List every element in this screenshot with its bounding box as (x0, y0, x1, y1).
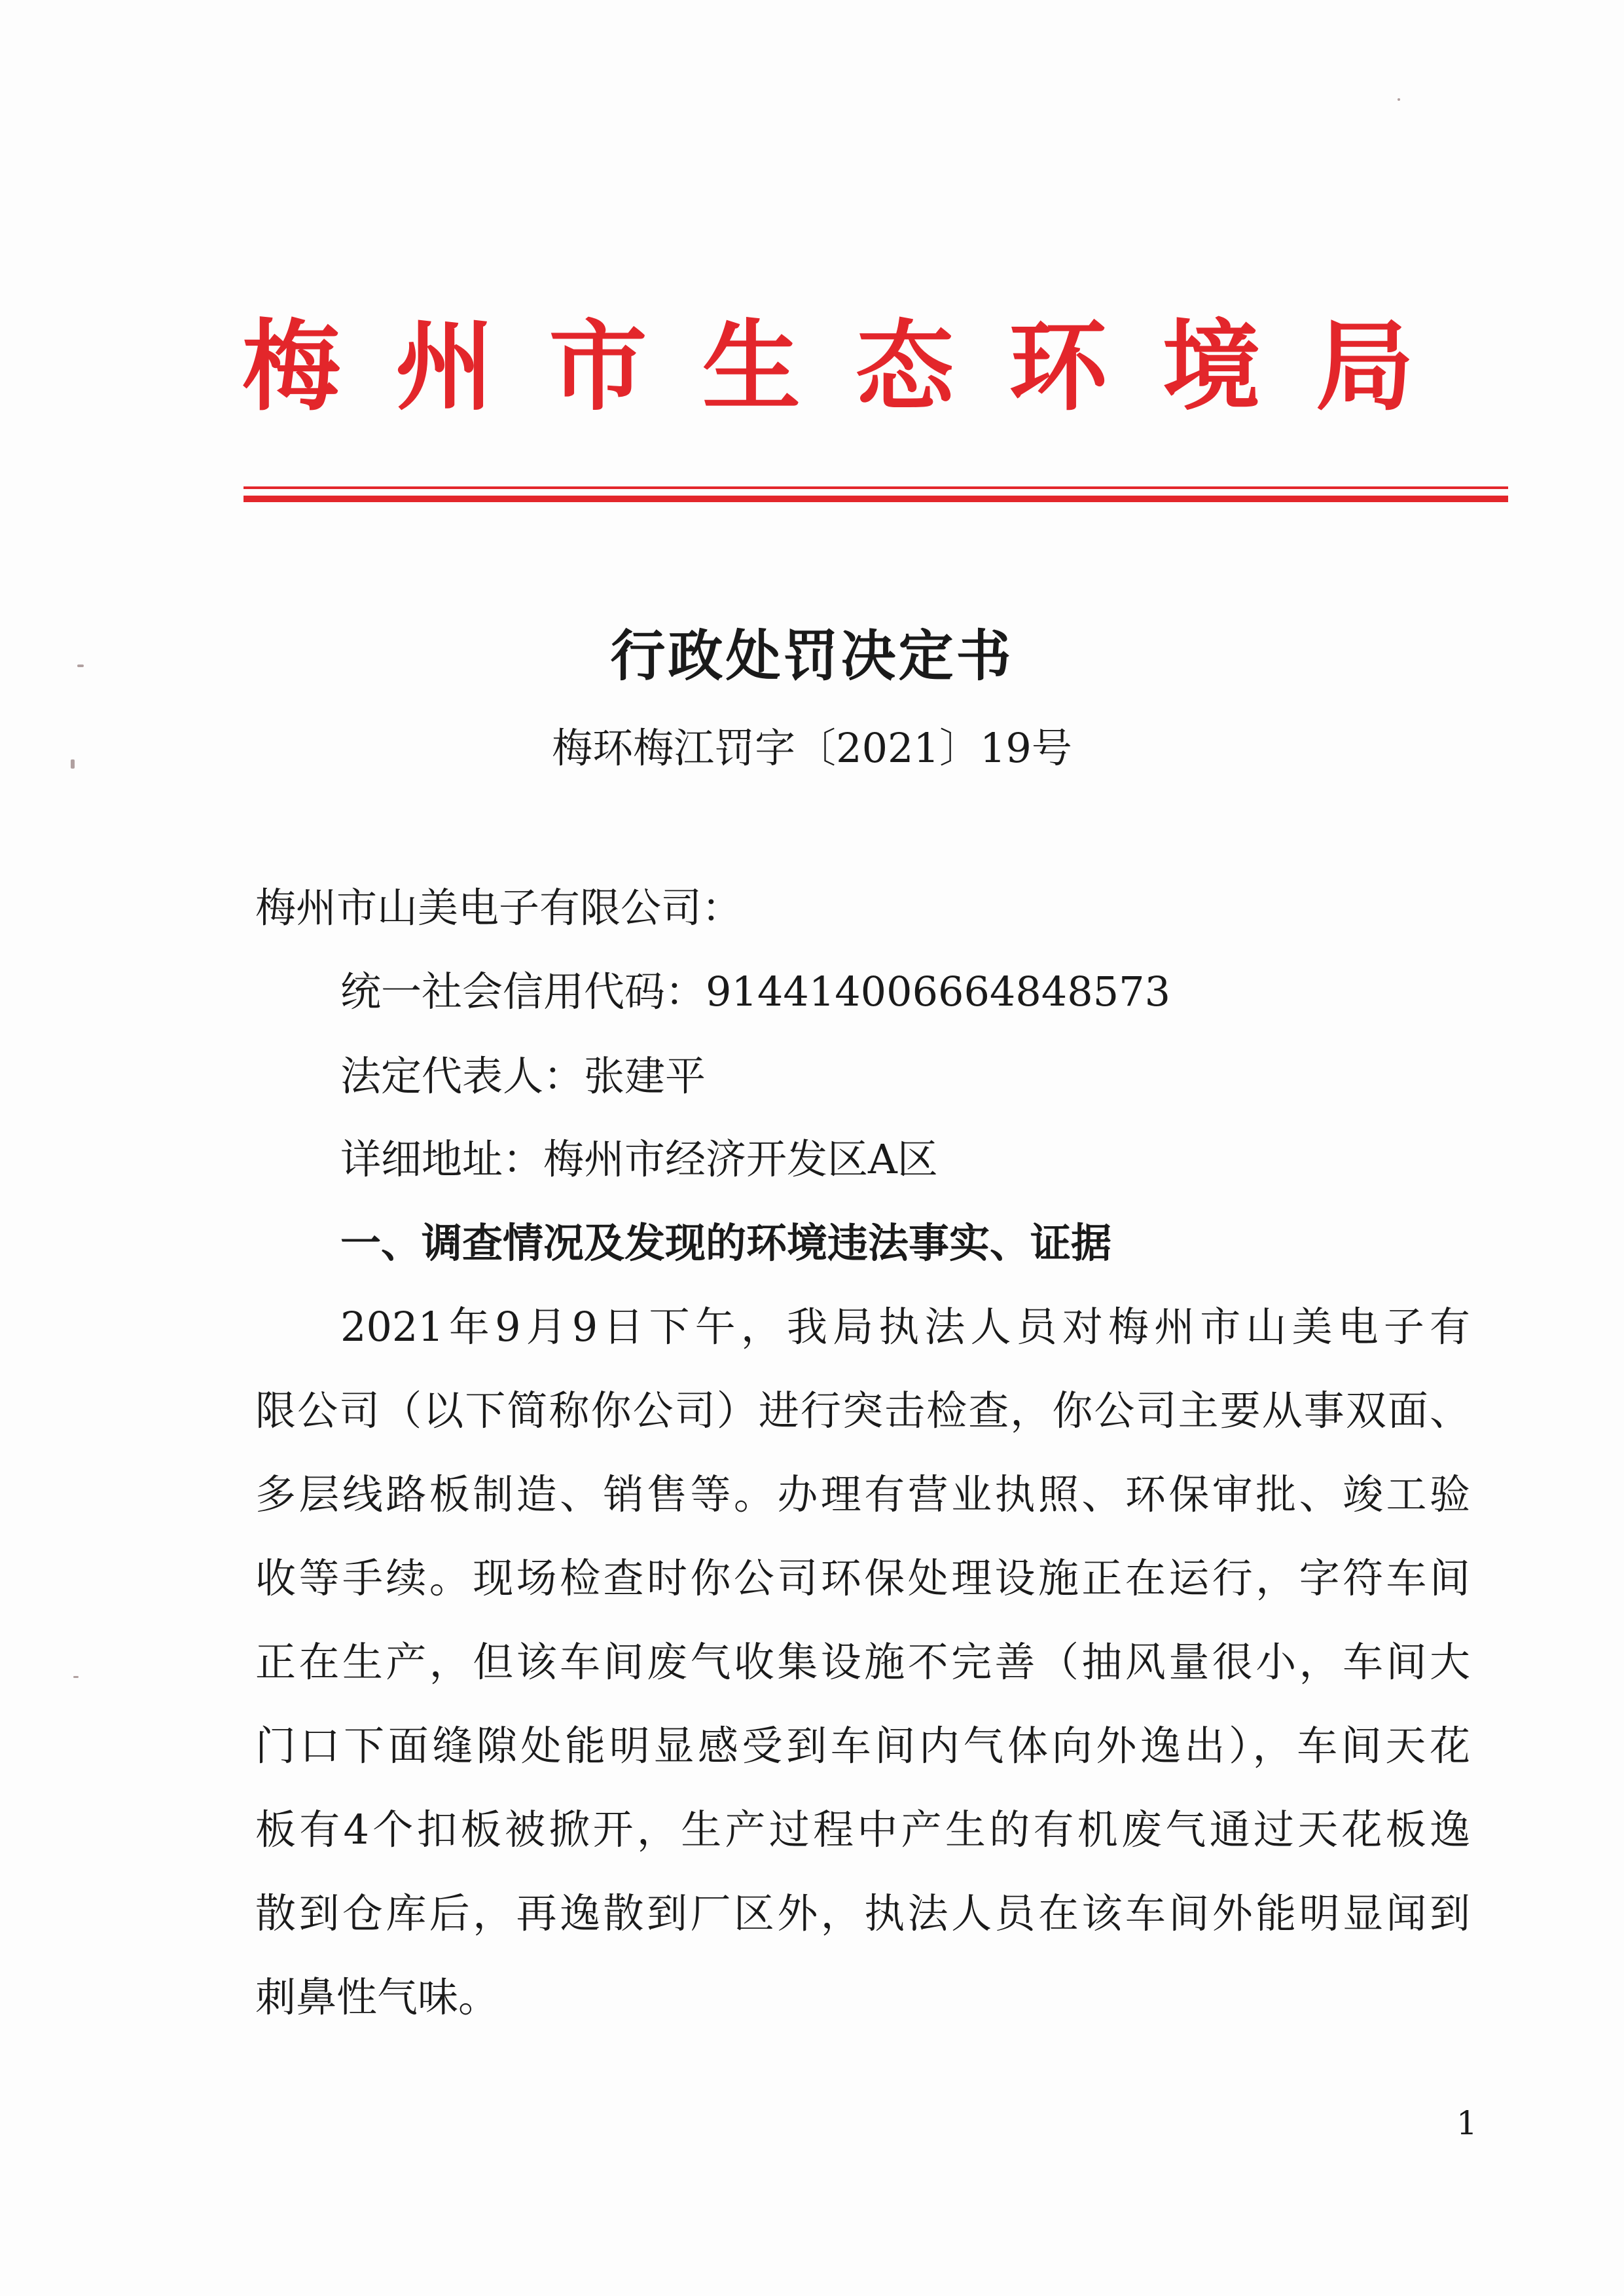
section-heading: 一、调查情况及发现的环境违法事实、证据 (340, 1219, 1112, 1267)
red-divider-thin (244, 486, 1508, 489)
paragraph-line: 限公司（以下简称你公司）进行突击检查，你公司主要从事双面、 (255, 1387, 1470, 1434)
paragraph-line: 多层线路板制造、销售等。办理有营业执照、环保审批、竣工验 (255, 1470, 1470, 1518)
agency-char: 局 (1315, 309, 1414, 424)
agency-header (242, 301, 1414, 432)
scan-speck (73, 1676, 79, 1678)
agency-char: 州 (395, 309, 494, 424)
page-number: 1 (1456, 2104, 1477, 2142)
address: 详细地址：梅州市经济开发区A区 (340, 1135, 938, 1183)
agency-char: 境 (1162, 309, 1261, 424)
paragraph-line: 刺鼻性气味。 (255, 1973, 499, 2021)
document-title: 行政处罚决定书 (610, 623, 1014, 688)
paragraph-line: 门口下面缝隙处能明显感受到车间内气体向外逸出），车间天花 (255, 1722, 1470, 1770)
legal-representative: 法定代表人：张建平 (340, 1052, 706, 1100)
paragraph-line: 散到仓库后，再逸散到厂区外，执法人员在该车间外能明显闻到 (255, 1889, 1470, 1937)
recipient-name: 梅州市山美电子有限公司： (255, 884, 743, 932)
agency-char: 态 (856, 309, 954, 424)
paragraph-line: 2021年9月9日下午，我局执法人员对梅州市山美电子有 (340, 1303, 1470, 1351)
agency-char: 环 (1009, 309, 1108, 424)
paragraph-line: 板有4个扣板被掀开，生产过程中产生的有机废气通过天花板逸 (255, 1806, 1470, 1853)
document-number: 梅环梅江罚字〔2021〕19号 (552, 724, 1072, 772)
agency-char: 梅 (242, 309, 341, 424)
agency-char: 生 (702, 309, 801, 424)
red-divider-thick (244, 496, 1508, 502)
paragraph-line: 收等手续。现场检查时你公司环保处理设施正在运行，字符车间 (255, 1554, 1470, 1602)
agency-char: 市 (549, 309, 647, 424)
scan-speck (77, 665, 84, 667)
credit-code: 统一社会信用代码：914414006664848573 (340, 968, 1171, 1015)
scan-speck (71, 759, 75, 769)
scan-speck (1398, 98, 1400, 101)
paragraph-line: 正在生产，但该车间废气收集设施不完善（抽风量很小，车间大 (255, 1638, 1470, 1686)
